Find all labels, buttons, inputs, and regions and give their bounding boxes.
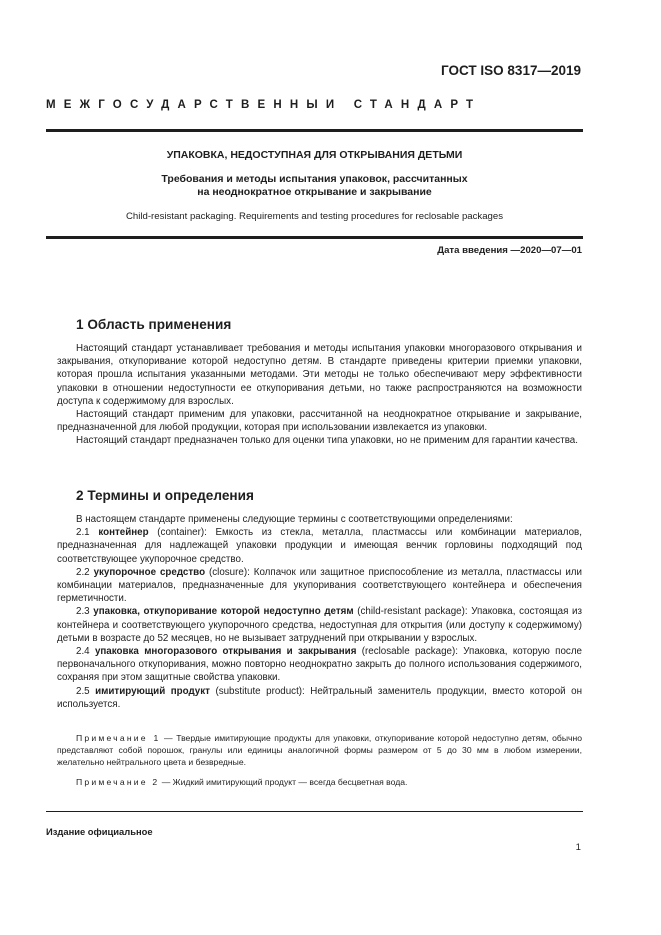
term-number: 2.3 <box>76 606 90 618</box>
term-text: (child-resistant package): Упаковка, состоящая из контейнера и соответствующего укупорочного средства, недоступная для открытия (или доступу к содержимому) детьми в возрасте до 52 месяцев, но не вызывает затруднений при открывании у взрослых. <box>57 606 582 644</box>
term-text: (substitute product): Нейтральный заменитель продукции, вместо которой он используется. <box>57 685 583 710</box>
note-2 <box>57 776 582 788</box>
term-definition <box>57 605 582 645</box>
footer-rule <box>46 811 583 812</box>
term-number: 2.1 <box>76 527 90 539</box>
section-2-heading: 2 Термины и определения <box>76 488 254 503</box>
note-paragraph <box>57 732 582 768</box>
standard-code: ГОСТ ISO 8317—2019 <box>441 63 581 78</box>
term-name: контейнер <box>98 527 149 539</box>
date-of-introduction: Дата введения —2020—07—01 <box>437 245 582 256</box>
term-definition <box>57 526 582 566</box>
title-rule <box>46 236 583 239</box>
section-2-intro: В настоящем стандарте применены следующие термины с соответствующими определениями: <box>76 514 513 525</box>
section-1-paragraph: Настоящий стандарт предназначен только для оценки типа упаковки, но не применим для гарантии качества. <box>76 435 578 447</box>
note-label: Примечание 1 <box>76 733 161 743</box>
term-name: упаковка многоразового открывания и закрывания <box>94 646 357 658</box>
section-1-paragraph: Настоящий стандарт применим для упаковки, рассчитанной на неоднократное открывание и закрывание, предназначенной для любой продукции, которая при использовании извлекается из упаковки. <box>57 409 582 434</box>
note-paragraph <box>57 776 582 788</box>
term-name: имитирующий продукт <box>95 685 210 697</box>
term-number: 2.4 <box>76 646 90 658</box>
interstate-standard-label: МЕЖГОСУДАРСТВЕННЫЙ СТАНДАРТ <box>46 99 482 111</box>
term-number: 2.5 <box>76 685 90 697</box>
english-title: Child-resistant packaging. Requirements and testing procedures for reclosable packages <box>125 211 504 222</box>
note-text: — Жидкий имитирующий продукт — всегда бесцветная вода. <box>159 777 408 787</box>
term-number: 2.2 <box>76 566 90 578</box>
note-1 <box>57 732 582 768</box>
page-number: 1 <box>575 842 581 853</box>
document-title: УПАКОВКА, НЕДОСТУПНАЯ ДЛЯ ОТКРЫВАНИЯ ДЕТЬМИ <box>166 149 463 161</box>
section-1-body <box>57 342 582 448</box>
header-rule <box>46 129 583 132</box>
section-2-body <box>57 513 582 711</box>
note-text: — Твердые имитирующие продукты для упаковки, откупоривание которой недоступно детям, обычно представляют собой порошок, гранулы или единицы аналогичной формы размером от 5 до 30 мм в любом измерении, желательно нейтрального цвета и безвредные. <box>57 733 582 767</box>
term-name: упаковка, откупоривание которой недоступно детям <box>93 606 354 618</box>
section-1-heading: 1 Область применения <box>76 317 232 332</box>
term-name: укупорочное средство <box>93 566 206 578</box>
section-1-paragraph: Настоящий стандарт устанавливает требования и методы испытания упаковки многоразового открывания и закрывания, откупоривание которой недоступно детям. В стандарте приведены критерии приемки упаковки, которая прошла испытания указанными методами. Эти методы не только обеспечивают меру эффективности упаковки в отношении недоступности ее откупоривания детьми, но также распространяются на возможности доступа к содержимому для взрослых. <box>57 343 582 407</box>
official-edition-label: Издание официальное <box>46 826 153 837</box>
subtitle-line-1: Требования и методы испытания упаковок, рассчитанных <box>161 173 468 185</box>
term-text: (closure): Колпачок или защитное приспособление из металла, пластмассы или комбинации материалов, предназначенные для укупоривания соответствующего контейнера и обеспечения герметичности. <box>57 566 582 605</box>
term-text: (reclosable package): Упаковка, которую после первоначального откупоривания, можно повторно неоднократно закрыть до полного использования содержимого, сохраняя при этом защитные свойства упаковки. <box>57 646 582 684</box>
term-text: (container): Емкость из стекла, металла, пластмассы или комбинации материалов, предназначенная для надлежащей упаковки продукции и имеющая венчик горловины подходящий под соответствующее укупорочное средство. <box>57 527 582 565</box>
term-definition <box>57 566 582 606</box>
document-subtitle <box>46 173 583 199</box>
term-definition <box>57 645 582 685</box>
term-definition <box>57 685 582 711</box>
subtitle-line-2: на неоднократное открывание и закрывание <box>197 186 432 198</box>
note-label: Примечание 2 <box>76 777 160 787</box>
